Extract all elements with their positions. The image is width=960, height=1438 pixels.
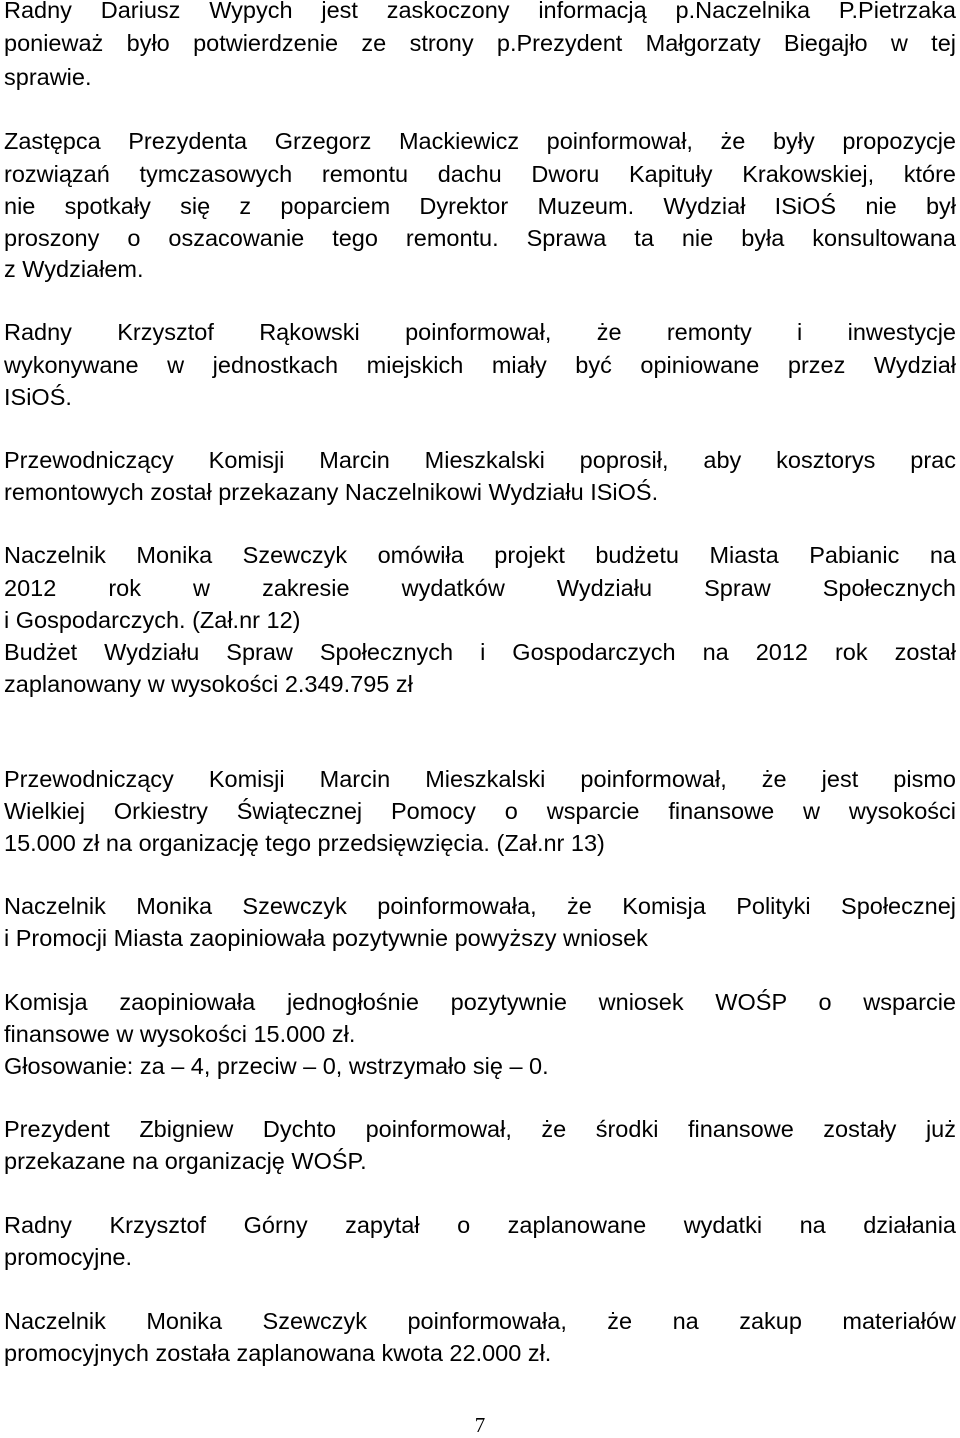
page-number: 7: [474, 1413, 486, 1437]
text-line: z Wydziałem.: [4, 256, 144, 282]
text-line: Głosowanie: za – 4, przeciw – 0, wstrzymało się – 0.: [4, 1053, 549, 1079]
text-line: sprawie.: [4, 64, 92, 90]
text-line: i Gospodarczych. (Zał.nr 12): [4, 607, 301, 633]
text-line: Komisja zaopiniowała jednogłośnie pozytywnie wniosek WOŚP o wsparcie: [4, 989, 956, 1015]
text-line: Radny Krzysztof Górny zapytał o zaplanowane wydatki na działania: [4, 1212, 956, 1238]
text-line: wykonywane w jednostkach miejskich miały być opiniowane przez Wydział: [4, 352, 956, 378]
text-line: Prezydent Zbigniew Dychto poinformował, że środki finansowe zostały już: [4, 1116, 956, 1142]
text-line: ponieważ było potwierdzenie ze strony p.Prezydent Małgorzaty Biegajło w tej: [4, 30, 956, 56]
text-line: rozwiązań tymczasowych remontu dachu Dworu Kapituły Krakowskiej, które: [4, 161, 956, 187]
text-line: 2012 rok w zakresie wydatków Wydziału Spraw Społecznych: [4, 575, 956, 601]
text-line: promocyjnych została zaplanowana kwota 22.000 zł.: [4, 1340, 552, 1366]
text-line: i Promocji Miasta zaopiniowała pozytywnie powyższy wniosek: [4, 925, 648, 951]
text-line: remontowych został przekazany Naczelnikowi Wydziału ISiOŚ.: [4, 479, 659, 505]
text-line: Budżet Wydziału Spraw Społecznych i Gospodarczych na 2012 rok został: [4, 639, 956, 665]
text-line: Wielkiej Orkiestry Świątecznej Pomocy o wsparcie finansowe w wysokości: [4, 798, 956, 824]
text-line: Przewodniczący Komisji Marcin Mieszkalski poprosił, aby kosztorys prac: [4, 447, 956, 473]
text-line: Naczelnik Monika Szewczyk poinformowała, że na zakup materiałów: [4, 1308, 956, 1334]
text-line: przekazane na organizację WOŚP.: [4, 1148, 367, 1174]
text-line: Przewodniczący Komisji Marcin Mieszkalski poinformował, że jest pismo: [4, 766, 956, 792]
text-line: 15.000 zł na organizację tego przedsięwzięcia. (Zał.nr 13): [4, 830, 605, 856]
text-line: nie spotkały się z poparciem Dyrektor Muzeum. Wydział ISiOŚ nie był: [4, 193, 956, 219]
text-line: finansowe w wysokości 15.000 zł.: [4, 1021, 356, 1047]
text-line: Naczelnik Monika Szewczyk poinformowała, że Komisja Polityki Społecznej: [4, 893, 956, 919]
text-line: promocyjne.: [4, 1244, 132, 1270]
text-line: Radny Dariusz Wypych jest zaskoczony informacją p.Naczelnika P.Pietrzaka: [4, 0, 956, 23]
text-line: Radny Krzysztof Rąkowski poinformował, że remonty i inwestycje: [4, 319, 956, 345]
text-line: Naczelnik Monika Szewczyk omówiła projekt budżetu Miasta Pabianic na: [4, 542, 956, 568]
text-line: ISiOŚ.: [4, 384, 72, 410]
text-line: Zastępca Prezydenta Grzegorz Mackiewicz poinformował, że były propozycje: [4, 128, 956, 154]
text-line: proszony o oszacowanie tego remontu. Sprawa ta nie była konsultowana: [4, 225, 956, 251]
text-line: zaplanowany w wysokości 2.349.795 zł: [4, 671, 413, 697]
